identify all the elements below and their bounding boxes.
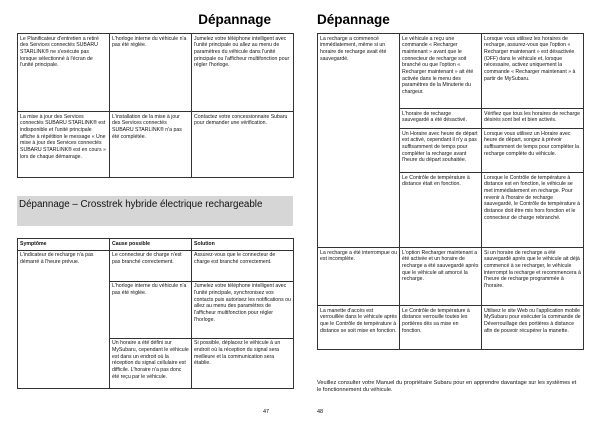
owner-manual-note: Veuillez consulter votre Manuel du propriétaire Subaru pour en apprendre davantage sur les systèmes et le fonctionnement du véhicule. [317,380,577,394]
page-number: 48 [317,409,324,415]
table-cell: L'option Recharger maintenant a été activée et un horaire de recharge a été sauvegardé après que le véhicule ait amorcé la recharge. [400,248,482,306]
section-heading-band [17,196,293,226]
table-cell: L'horaire de recharge sauvegardé a été désactivé. [400,109,482,129]
table-cell: Lorsque vous utilisez un Horaire avec heure de départ, songez à prévoir suffisamment de temps pour compléter la recharge complète du véhicule. [482,129,584,173]
table-row [318,34,584,109]
left-top-table [17,33,294,178]
table-cell: L'horloge interne du véhicule n'a pas été réglée. [110,281,192,338]
table-cell: Jumelez votre téléphone intelligent avec l'unité principale, synchronisez vos contacts puis autorisez les notifications ou allez au menu des paramètres de l'afficheur multifonction pour régler l'horloge. [192,281,294,338]
table-cell: Si possible, déplacez le véhicule à un endroit où la réception du signal sera meilleure et la communication sera établie. [192,338,294,388]
right-page-title: Dépannage [317,12,390,27]
right-page [300,0,600,430]
table-header-row [18,239,294,251]
table-cell: Vérifiez que tous les horaires de recharge désirés sont bel et bien activés. [482,109,584,129]
table-cell: Jumelez votre téléphone intelligent avec l'unité principale ou allez au menu de paramètres du véhicule dans l'unité principale ou l'afficheur multifonction pour régler l'horloge. [192,34,294,112]
table-cell: L'installation de la mise à jour des Services connectés SUBARU STARLINK® n'a pas été complétée. [110,112,192,178]
table-cell: Le Contrôle de température à distance verrouille toutes les portières dès sa mise en fonction. [400,306,482,350]
table-cell: La mise à jour des Services connectés SUBARU STARLINK® est indisponible et l'unité principale affiche à répétition le message « Une mise à jour des Services connectés SUBARU STARLINK® est en cours » lors de chaque démarrage. [18,112,110,178]
table-cell: Le connecteur de charge n'est pas branché correctement. [110,250,192,281]
table-row [18,112,294,178]
section-title: Dépannage – Crosstrek hybride électrique rechargeable [19,199,263,210]
table-cell: Un Horaire avec heure de départ est activé, cependant il n'y a pas suffisamment de temps pour compléter la recharge avant l'heure du départ souhaitée. [400,129,482,173]
table-row [318,306,584,350]
symptom-cell: La recharge a été interrompue ou est incomplète. [318,248,400,306]
table-row [18,34,294,112]
table-row [18,250,294,281]
table-cell: Le Planificateur d'entretien a retiré des Services connectés SUBARU STARLINK® ne s'exécute pas lorsque sélectionné à l'écran de l'unité principale. [18,34,110,112]
table-cell: Un horaire a été défini sur MySubaru, cependant le véhicule est dans un endroit où la réception du signal cellulaire est difficile. L'horaire n'a pas donc été reçu par le véhicule. [110,338,192,388]
column-header-cause: Cause possible [110,239,192,251]
phev-troubleshooting-table [17,238,294,389]
page-number: 47 [263,409,270,415]
column-header-solution: Solution [192,239,294,251]
column-header-symptom: Symptôme [18,239,110,251]
table-cell: Assurez-vous que le connecteur de charge est branché correctement. [192,250,294,281]
symptom-cell: L'indicateur de recharge n'a pas démarré à l'heure prévue. [18,250,110,388]
table-cell: Le véhicule a reçu une commande « Recharger maintenant » avant que le connecteur de recharge soit branché ou que l'option « Recharger maintenant » ait été activée dans le menu des paramètres de la Minuterie du chargeur. [400,34,482,109]
symptom-cell: La recharge a commencé immédiatement, même si un horaire de recharge avait été sauvegardé. [318,34,400,248]
table-cell: Lorsque le Contrôle de température à distance est en fonction, le véhicule se met immédiatement en recharge. Pour revenir à l'horaire de recharge sauvegardé, le Contrôle de température à distance doit être mis hors fonction et le connecteur de charge rebranché. [482,173,584,248]
table-cell: Lorsque vous utilisez les horaires de recharge, assurez-vous que l'option « Recharger maintenant » est désactivée (OFF) dans le véhicule et, lorsque nécessaire, activez uniquement la commande « Recharger maintenant » à partir de MySubaru. [482,34,584,109]
left-page-title: Dépannage [198,12,271,27]
table-cell: Utilisez le site Web ou l'application mobile MySubaru pour exécuter la commande de Déverrouillage des portières à distance afin de pouvoir récupérer la manette. [482,306,584,350]
right-troubleshooting-table [317,33,584,350]
symptom-cell: La manette d'accès est verrouillée dans le véhicule après que le Contrôle de température à distance se soit mise en fonction. [318,306,400,350]
table-cell: Le Contrôle de température à distance était en fonction. [400,173,482,248]
table-cell: L'horloge interne du véhicule n'a pas été réglée. [110,34,192,112]
table-cell: Contactez votre concessionnaire Subaru pour demander une vérification. [192,112,294,178]
table-cell: Si un horaire de recharge a été sauvegardé après que le véhicule ait déjà commencé à se recharger, le véhicule interrompt la recharge et recommencera à l'heure de recharge programmée à l'horaire. [482,248,584,306]
table-row [318,248,584,306]
